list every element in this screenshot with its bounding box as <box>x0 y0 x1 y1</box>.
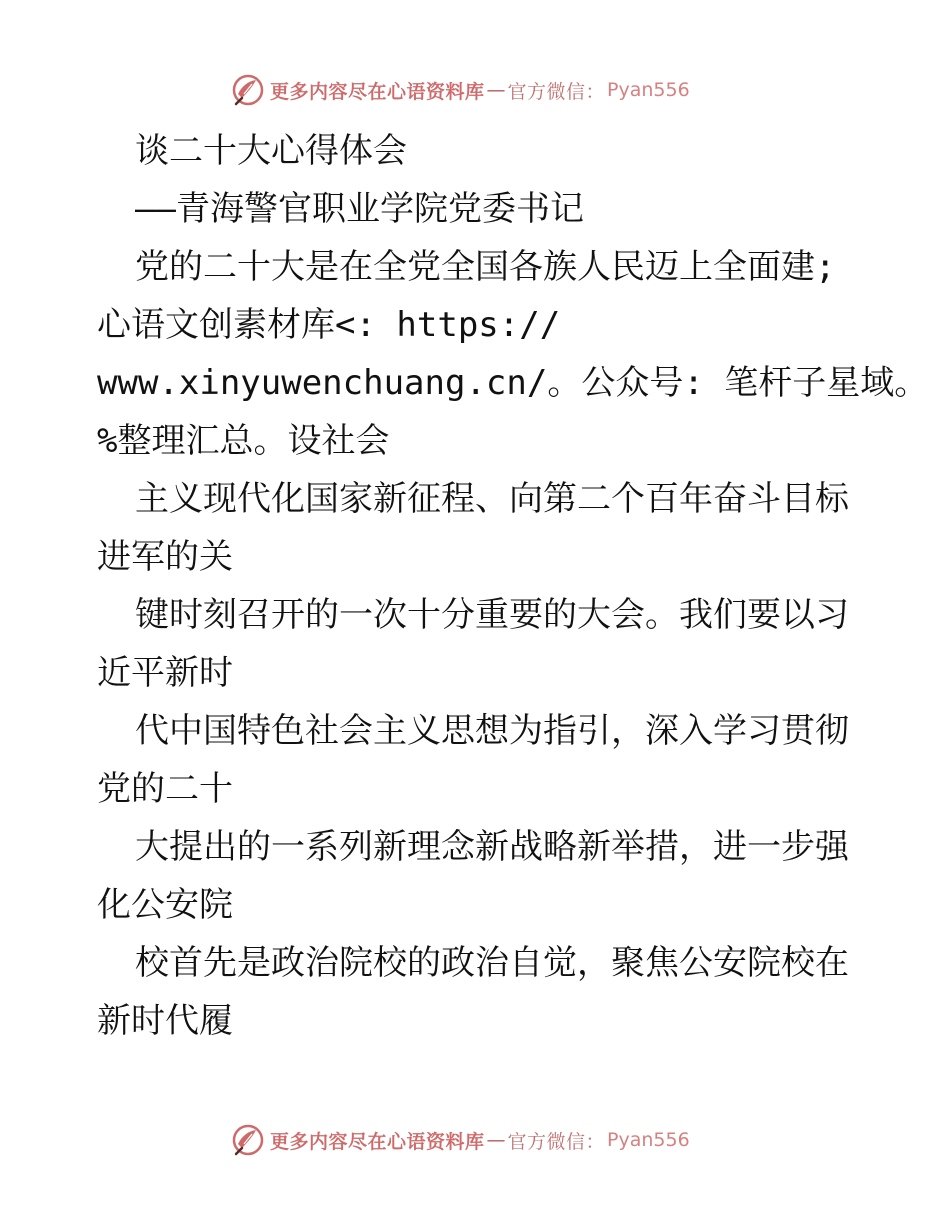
document-body <box>97 122 929 1050</box>
banner-wechat-label: 官方微信： <box>507 80 606 103</box>
text-line: 校首先是政治院校的政治自觉，聚焦公安院校在 <box>135 943 849 983</box>
text-line: www.xinyuwenchuang.cn/。公众号: 笔杆子星域。 <box>97 363 929 403</box>
text-line: 主义现代化国家新征程、向第二个百年奋斗目标 <box>135 479 849 519</box>
pen-nib-logo-icon <box>230 72 266 108</box>
text-line: 谈二十大心得体会 <box>135 131 407 171</box>
text-line: 党的二十 <box>97 769 233 809</box>
text-line: 近平新时 <box>97 653 233 693</box>
banner-separator: — <box>486 79 506 101</box>
footer-banner[interactable] <box>230 1120 690 1160</box>
header-banner[interactable] <box>230 70 690 110</box>
text-line: %整理汇总。设社会 <box>97 421 390 461</box>
text-line: 新时代履 <box>97 1001 233 1041</box>
text-line: 化公安院 <box>97 885 233 925</box>
banner-wechat-label: 官方微信： <box>507 1130 606 1153</box>
text-line: ——青海警官职业学院党委书记 <box>135 189 584 229</box>
text-line: 党的二十大是在全党全国各族人民迈上全面建; <box>135 247 836 287</box>
banner-wechat-id: Pyan556 <box>607 1129 690 1151</box>
banner-title: 更多内容尽在心语资料库 <box>270 1130 485 1153</box>
text-line: 大提出的一系列新理念新战略新举措，进一步强 <box>135 827 849 867</box>
banner-title: 更多内容尽在心语资料库 <box>270 80 485 103</box>
pen-nib-logo-icon <box>230 1122 266 1158</box>
banner-separator: — <box>486 1129 506 1151</box>
text-line: 进军的关 <box>97 537 233 577</box>
text-line: 心语文创素材库<: https:// <box>97 305 561 345</box>
text-line: 代中国特色社会主义思想为指引，深入学习贯彻 <box>135 711 849 751</box>
text-line: 键时刻召开的一次十分重要的大会。我们要以习 <box>135 595 849 635</box>
banner-wechat-id: Pyan556 <box>607 79 690 101</box>
